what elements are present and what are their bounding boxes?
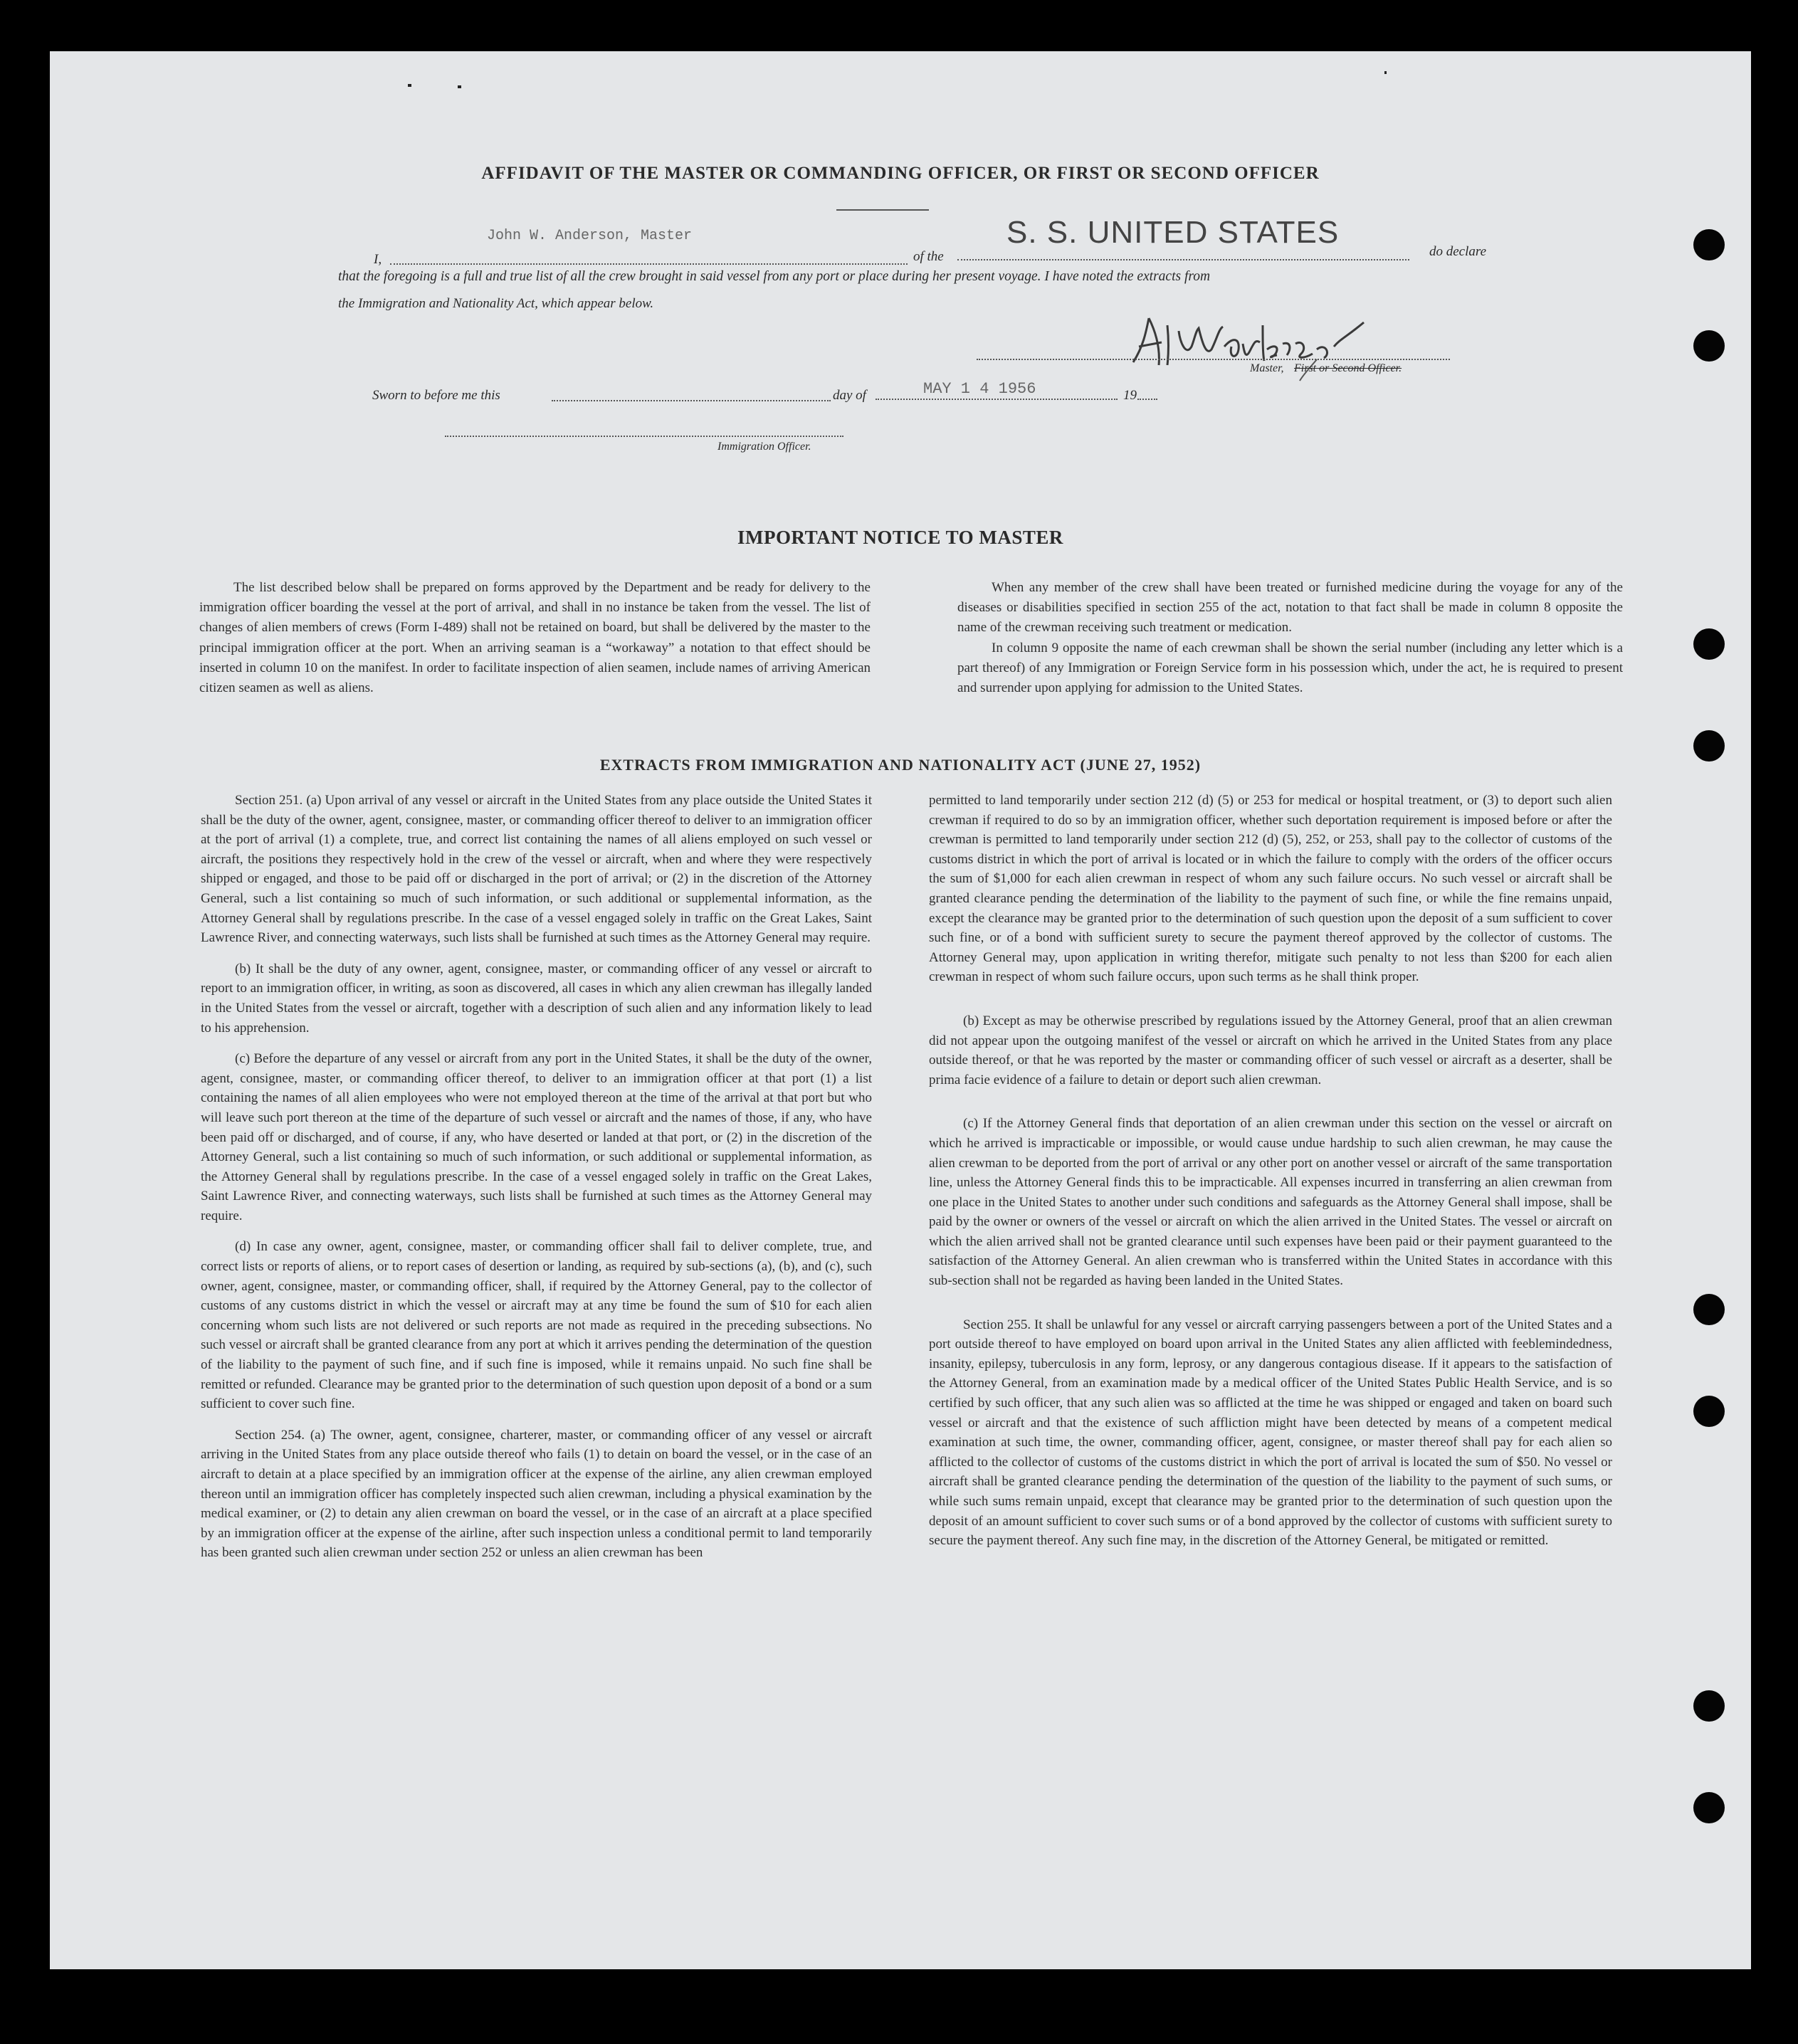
name-field-line [390, 263, 908, 265]
section-254-c: (c) If the Attorney General finds that deportation of an alien crewman under this section on the vessel or aircraft on which he arrived is impracticable or impossible, or would cause undue hardship to such alien crewman, he may cause the alien crewman to be deported from the port of arrival or any other port on another vessel or aircraft of the same transportation line, unless the Attorney General finds this to be impracticable. All expenses incurred in transferring an alien crewman from one place in the United States to another under such conditions and safeguards as the Attorney General shall impose, shall be paid by the owner or owners of the vessel or aircraft on which the alien arrived in the United States. The vessel or aircraft on which the alien arrived shall not be granted clearance until such expenses have been paid or their payment guaranteed to the satisfaction of the Attorney General. An alien crewman who is transferred within the United States in accordance with this sub-section shall not be regarded as having been landed in the United States. [929, 1116, 1612, 1289]
sworn-day-line [552, 400, 831, 401]
punch-hole [1693, 628, 1725, 660]
extracts-left-column [201, 791, 872, 1563]
year-label: 19 [1123, 388, 1137, 403]
affidavit-line-3: the Immigration and Nationality Act, which appear below. [338, 296, 654, 311]
notice-title: IMPORTANT NOTICE TO MASTER [737, 527, 1063, 548]
document-page [50, 51, 1751, 1969]
title-underline [836, 209, 929, 211]
sworn-label: Sworn to before me this [372, 388, 500, 403]
extracts-right-column [929, 791, 1612, 1551]
speck-mark [408, 84, 411, 87]
speck-mark [1384, 71, 1387, 74]
punch-hole [1693, 1396, 1725, 1427]
punch-hole [1693, 1792, 1725, 1823]
punch-hole [1693, 1294, 1725, 1325]
notice-right-paragraph-1: When any member of the crew shall have been treated or furnished medicine during the voyage for any of the diseases or disabilities specified in section 255 of the act, notation to that fact shall be made in column 8 opposite the name of the crewman receiving such treatment or medication. [957, 580, 1623, 636]
day-of-label: day of [833, 388, 866, 403]
vessel-name-stamp: S. S. UNITED STATES [1006, 215, 1340, 250]
section-251-c: (c) Before the departure of any vessel or aircraft from any port in the United States, it shall be the duty of the owner, agent, consignee, master, or commanding officer thereof, to deliver to an immigration officer at that port (1) a list containing the names of all alien employees who were not employed thereon at the time of the arrival at that port but who will leave such port thereon at the time of the departure of such vessel or aircraft and the names of those, if any, who have been paid off or discharged, and of course, if any, who have deserted or landed at that port, or (2) in the discretion of the Attorney General, such a list containing so much of such information, or such additional or supplemental information, as the Attorney General shall by regulations prescribe. In the case of a vessel engaged solely in traffic on the Great Lakes, Saint Lawrence River, and connecting waterways, such lists shall be furnished at such times as the Attorney General may require. [201, 1051, 872, 1223]
master-name-typed: John W. Anderson, Master [487, 228, 693, 244]
section-254-b: (b) Except as may be otherwise prescribed by regulations issued by the Attorney General, proof that an alien crewman did not appear upon the outgoing manifest of the vessel or aircraft on which he arrived in the United States from any place outside thereof, or that he was reported by the master or commanding officer of such vessel or aircraft as a deserter, shall be prima facie evidence of a failure to detain or deport such alien crewman. [929, 1013, 1612, 1087]
notice-right-paragraph-2: In column 9 opposite the name of each crewman shall be shown the serial number (including any letter which is a part thereof) of any Immigration or Foreign Service form in his possession which, under the act, he is required to present and surrender upon applying for admission to the United States. [957, 640, 1623, 696]
affidavit-title: AFFIDAVIT OF THE MASTER OR COMMANDING OFFICER, OR FIRST OR SECOND OFFICER [481, 164, 1320, 183]
signature-caption-master: Master, [1250, 362, 1284, 374]
signature-caption-struck: First or Second Officer. [1294, 362, 1402, 374]
notice-left-paragraph: The list described below shall be prepared on forms approved by the Department and be ready for delivery to the immigration officer boarding the vessel at the port of arrival, and shall in no instance be taken from the vessel. The list of changes of alien members of crews (Form I-489) shall not be retained on board, but shall be delivered by the master to the principal immigration officer at the port. When an arriving seaman is a “workaway” a notation to that effect should be inserted in column 10 on the manifest. In order to facilitate inspection of alien seamen, include names of arriving American citizen seamen as well as aliens. [199, 580, 871, 696]
punch-hole [1693, 229, 1725, 260]
date-stamp: MAY 1 4 1956 [923, 380, 1036, 398]
notice-right-column [957, 578, 1623, 698]
section-255: Section 255. It shall be unlawful for any vessel or aircraft carrying passengers between a port of the United States and a port outside thereof to have employed on board upon arrival in the United States any alien afflicted with feeblemindedness, insanity, epilepsy, tuberculosis in any form, leprosy, or any dangerous contagious disease. If it appears to the satisfaction of the Attorney General, from an examination made by a medical officer of the United States Public Health Service, and is so certified by such officer, that any such alien was so afflicted at the time he was shipped or engaged and taken on board such vessel or aircraft and that the existence of such affliction might have been detected by means of a competent medical examination at such time, the owner, commanding officer, agent, consignee, or master thereof shall pay for each alien so afflicted to the collector of customs of the customs district in which the port of arrival is located the sum of $50. No vessel or aircraft shall be granted clearance pending the determination of the question of the liability to the payment of such sums, or while such sums remain unpaid, except that clearance may be granted prior to the determination of such question upon the deposit of an amount sufficient to cover such sums or of a bond approved by the collector of customs with sufficient surety to secure the payment thereof. Any such fine may, in the discretion of the Attorney General, be mitigated or remitted. [929, 1317, 1612, 1549]
of-the-label: of the [913, 249, 944, 264]
section-254-a: Section 254. (a) The owner, agent, consignee, charterer, master, or commanding officer of any vessel or aircraft arriving in the United States from any place outside thereof who fails (1) to detain on board the vessel, or in the case of an aircraft to detain at a place specified by an immigration officer at the expense of the airline, any alien crewman employed thereon until an immigration officer has completely inspected such alien crewman, including a physical examination by the medical examiner, or (2) to detain any alien crewman on board the vessel, or in the case of an aircraft at a place specified by an immigration officer at the expense of the airline, after such inspection unless a conditional permit to land temporarily has been granted such alien crewman under section 252 or unless an alien crewman has been [201, 1427, 872, 1561]
sworn-date-line [876, 399, 1118, 400]
section-251-d: (d) In case any owner, agent, consignee, master, or commanding officer shall fail to deliver complete, true, and correct lists or reports of aliens, or to report cases of desertion or landing, as required by sub-sections (a), (b), and (c), such owner, agent, consignee, master, or commanding officer, shall, if required by the Attorney General, pay to the collector of customs of any customs district in which the vessel or aircraft may at any time be found the sum of $10 for each alien concerning whom such lists are not delivered or such reports are not made as required in the preceding subsections. No such vessel or aircraft shall be granted clearance from any port at which it arrives pending the determination of the question of the liability to the payment of such fine, and if such fine is imposed, while it remains unpaid. No such fine shall be remitted or refunded. Clearance may be granted prior to the determination of such question upon deposit of a bond or a sum sufficient to cover such fine. [201, 1239, 872, 1412]
vessel-field-line [957, 259, 1409, 260]
section-254-a-cont: permitted to land temporarily under section 212 (d) (5) or 253 for medical or hospital treatment, or (3) to deport such alien crewman if required to do so by an immigration officer, whether such deportation requirement is imposed before or after the crewman is permitted to land temporarily under section 212 (d) (5), 252, or 253, shall pay to the collector of customs of the customs district in which the port of arrival is located or in which the failure to comply with the orders of the officer occurs the sum of $1,000 for each alien crewman in respect of whom any such failure occurs. No such vessel or aircraft shall be granted clearance pending the determination of the liability to the payment of such fine, or while the fine remains unpaid, except the clearance may be granted prior to the determination of such question upon the deposit of a sum sufficient to cover such fine, or of a bond with sufficient surety to secure the payment thereof approved by the collector of customs. The Attorney General may, upon application in writing therefor, mitigate such penalty to not less than $200 for each alien crewman in respect of whom such failure occurs, upon such terms as he shall think proper. [929, 793, 1612, 985]
extracts-title: EXTRACTS FROM IMMIGRATION AND NATIONALITY ACT (JUNE 27, 1952) [599, 756, 1202, 774]
punch-hole [1693, 1690, 1725, 1722]
immigration-officer-line [445, 436, 843, 437]
affidavit-line-2: that the foregoing is a full and true list of all the crew brought in said vessel from any port or place during her present voyage. I have noted the extracts from [338, 269, 1211, 284]
do-declare-label: do declare [1429, 244, 1487, 259]
section-251-a: Section 251. (a) Upon arrival of any vessel or aircraft in the United States from any place outside the United States it shall be the duty of the owner, agent, consignee, master, or commanding officer thereof to deliver to an immigration officer at the port of arrival (1) a complete, true, and correct list containing the names of all aliens employed on such vessel or aircraft, the positions they respectively hold in the crew of the vessel or aircraft, when and where they were respectively shipped or engaged, and those to be paid off or discharged in the port of arrival; or (2) in the discretion of the Attorney General, such a list containing so much of such information, or such additional or supplemental information, as the Attorney General shall by regulations prescribe. In the case of a vessel engaged solely in traffic on the Great Lakes, Saint Lawrence River, and connecting waterways, such lists shall be furnished at such times as the Attorney General may require. [201, 793, 872, 946]
punch-hole [1693, 330, 1725, 362]
affidavit-i-label: I, [374, 252, 382, 267]
speck-mark [458, 85, 461, 88]
signature-line [977, 359, 1450, 360]
immigration-officer-caption: Immigration Officer. [717, 441, 811, 453]
year-line [1137, 399, 1157, 400]
section-251-b: (b) It shall be the duty of any owner, agent, consignee, master, or commanding officer of any vessel or aircraft to report to an immigration officer, in writing, as soon as discovered, all cases in which any alien crewman has illegally landed in the United States from the vessel or aircraft, together with a description of such alien and any information likely to lead to his apprehension. [201, 961, 872, 1036]
